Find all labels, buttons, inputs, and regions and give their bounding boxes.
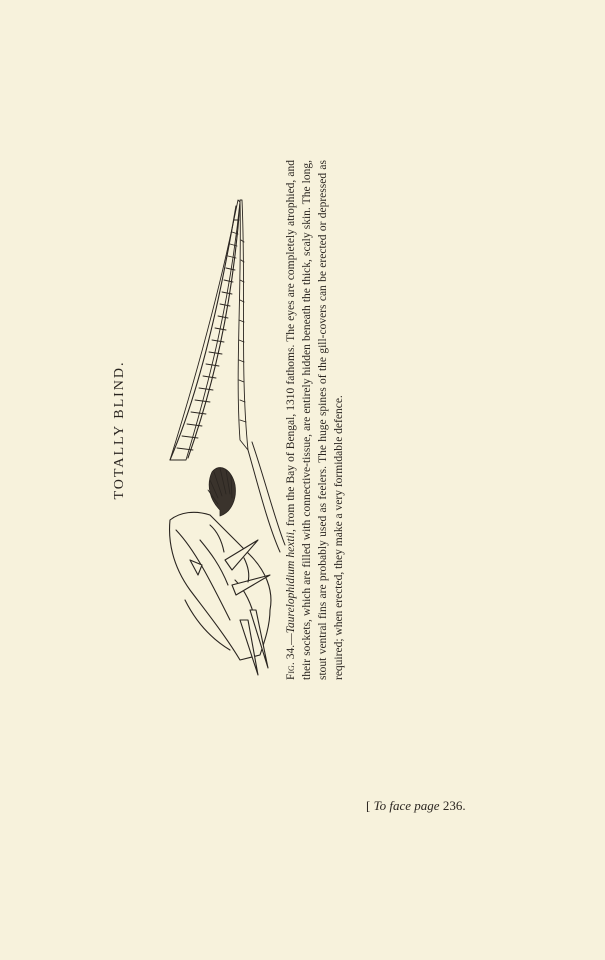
fish-illustration: [140, 180, 290, 700]
caption-text: from the Bay of Bengal, 1310 fathoms. The eyes are completely atrophied, and their sockets, which are filled with connective-tissue, are entirely hidden beneath the thick, scaly skin. The long, stout ventral fins are probably used as feelers. The huge spines of the gill-covers can be erected or depressed as required; when erected, they make a very formidable defence.: [285, 160, 345, 680]
figure-label: Fig. 34.: [285, 644, 297, 680]
tuft-fin: [208, 468, 235, 516]
fish-head: [170, 512, 271, 675]
face-page-bracket: [: [366, 798, 371, 813]
long-fin: [170, 200, 240, 460]
species-name: Taurelophidium hextii,: [285, 529, 297, 634]
second-fin: [238, 200, 248, 450]
ventral-fin-feelers: [248, 442, 285, 552]
face-page-number: 236.: [442, 798, 466, 813]
face-page-label: To face page: [373, 798, 440, 813]
face-page-note: [366, 798, 466, 814]
figure-caption: [283, 160, 379, 680]
caption-dash: —: [285, 633, 297, 645]
plate-title: TOTALLY BLIND.: [112, 360, 127, 500]
